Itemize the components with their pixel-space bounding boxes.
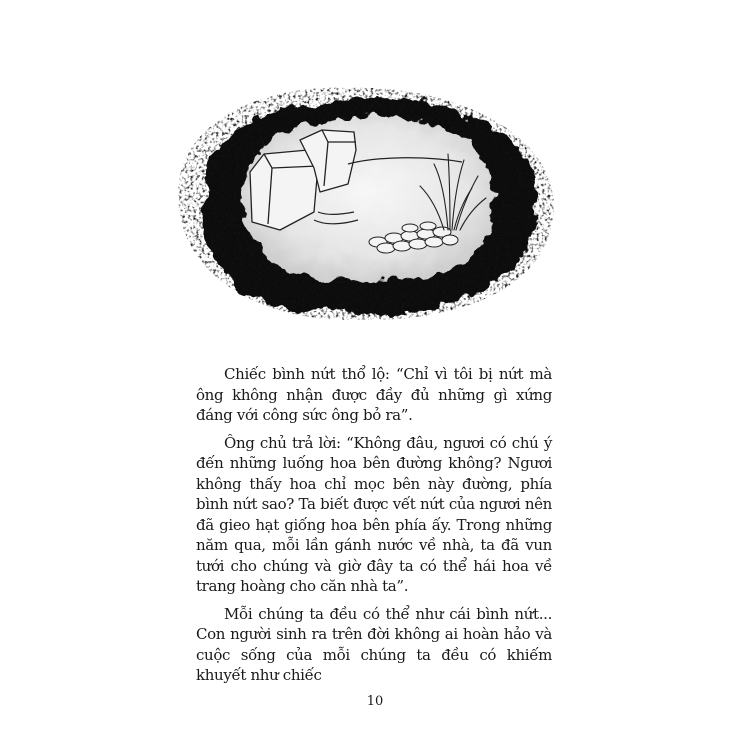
paragraph-2: Ông chủ trả lời: “Không đâu, ngươi có chú ý đến những luống hoa bên đường không? Ngươi không thấy hoa chỉ mọc bên này đường, phía bình nứt sao? Ta biết được vết nứt của ngươi nên đã gieo hạt giống hoa bên phía ấy. Trong những năm qua, mỗi lần gánh nước về nhà, ta đã vun tưới cho chúng và giờ đây ta có thể hái hoa về trang hoàng cho căn nhà ta”. [196, 433, 552, 595]
paragraph-3: Mỗi chúng ta đều có thể như cái bình nứt... Con người sinh ra trên đời không ai hoàn hảo và cuộc sống của mỗi chúng ta đều có khiếm khuyết như chiếc [196, 604, 552, 684]
paragraph-1: Chiếc bình nứt thổ lộ: “Chỉ vì tôi bị nứt mà ông không nhận được đầy đủ những gì xứng đáng với công sức ông bỏ ra”. [196, 365, 552, 424]
pond-illustration-art [168, 84, 560, 324]
page-number: 10 [366, 694, 384, 709]
story-text [196, 364, 552, 693]
pond-illustration [168, 84, 560, 324]
